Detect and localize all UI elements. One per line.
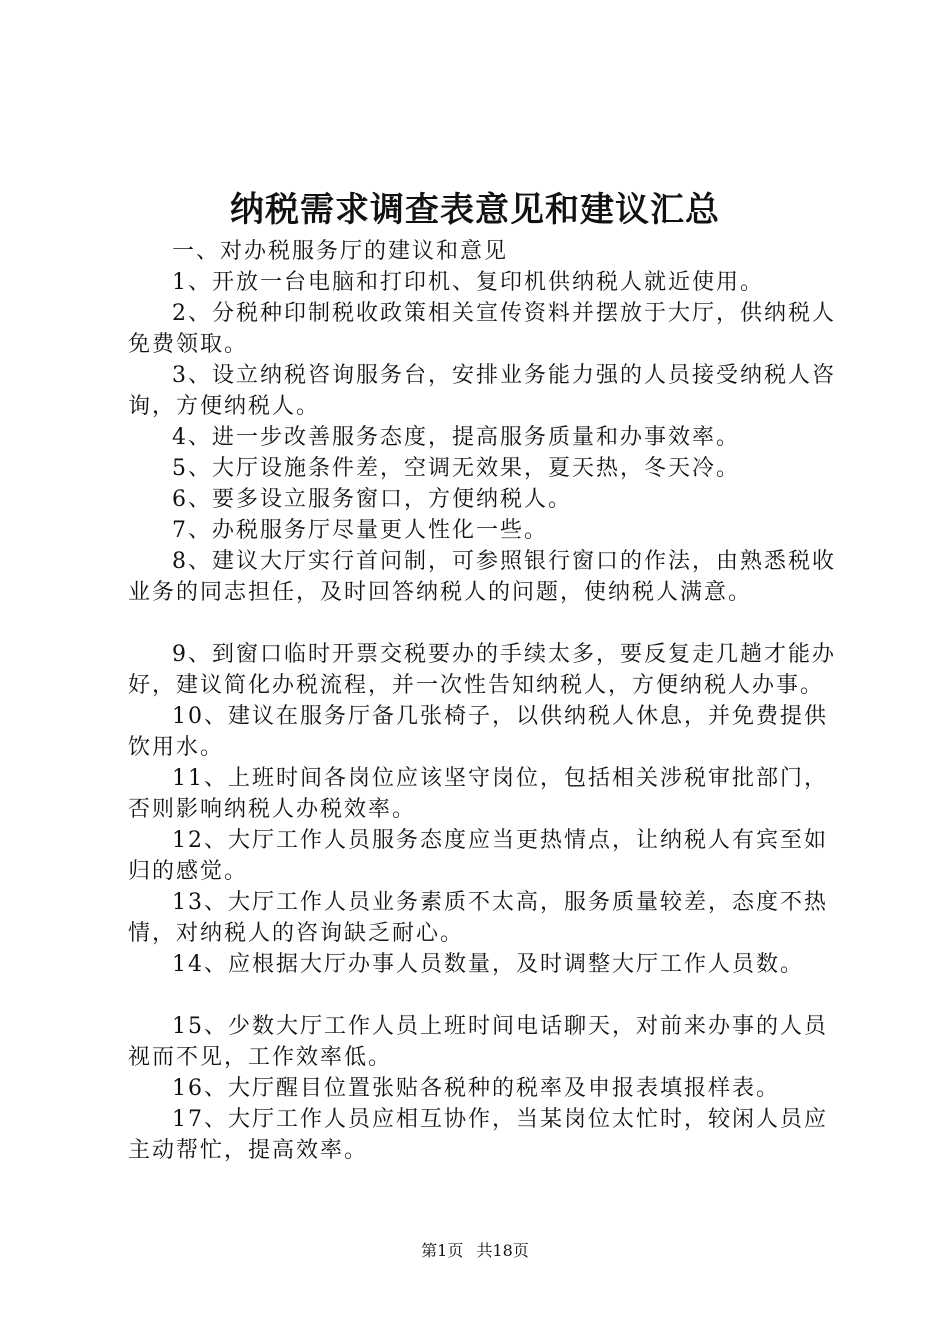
list-item: 5、大厅设施条件差，空调无效果，夏天热，冬天冷。 xyxy=(172,456,740,481)
list-item: 16、大厅醒目位置张贴各税种的税率及申报表填报样表。 xyxy=(172,1076,780,1101)
list-item: 1、开放一台电脑和打印机、复印机供纳税人就近使用。 xyxy=(172,270,764,295)
list-item: 2、分税种印制税收政策相关宣传资料并摆放于大厅，供纳税人免费领取。 xyxy=(128,301,836,357)
list-item: 6、要多设立服务窗口，方便纳税人。 xyxy=(172,487,572,512)
list-item: 17、大厅工作人员应相互协作，当某岗位太忙时，较闲人员应主动帮忙，提高效率。 xyxy=(128,1107,828,1163)
list-item: 14、应根据大厅办事人员数量，及时调整大厅工作人员数。 xyxy=(172,952,804,977)
document-body xyxy=(128,236,848,1166)
document-title: 纳税需求调查表意见和建议汇总 xyxy=(230,190,720,230)
page-footer xyxy=(0,1240,950,1262)
list-item: 12、大厅工作人员服务态度应当更热情点，让纳税人有宾至如归的感觉。 xyxy=(128,828,828,884)
list-item: 8、建议大厅实行首问制，可参照银行窗口的作法，由熟悉税收业务的同志担任，及时回答纳税人的问题，使纳税人满意。 xyxy=(128,549,836,605)
list-item: 4、进一步改善服务态度，提高服务质量和办事效率。 xyxy=(172,425,740,450)
section-heading: 一、对办税服务厅的建议和意见 xyxy=(172,239,509,264)
list-item: 11、上班时间各岗位应该坚守岗位，包括相关涉税审批部门，否则影响纳税人办税效率。 xyxy=(128,766,828,822)
page-total: 共18页 xyxy=(476,1241,529,1260)
list-item: 7、办税服务厅尽量更人性化一些。 xyxy=(172,518,548,543)
list-item: 9、到窗口临时开票交税要办的手续太多，要反复走几趟才能办好，建议简化办税流程，并一次性告知纳税人，方便纳税人办事。 xyxy=(128,642,836,698)
page-number: 第1页 xyxy=(421,1241,464,1260)
list-item: 3、设立纳税咨询服务台，安排业务能力强的人员接受纳税人咨询，方便纳税人。 xyxy=(128,363,836,419)
list-item: 10、建议在服务厅备几张椅子，以供纳税人休息，并免费提供饮用水。 xyxy=(128,704,828,760)
list-item: 15、少数大厅工作人员上班时间电话聊天，对前来办事的人员视而不见，工作效率低。 xyxy=(128,1014,828,1070)
list-item: 13、大厅工作人员业务素质不太高，服务质量较差，态度不热情，对纳税人的咨询缺乏耐心。 xyxy=(128,890,828,946)
